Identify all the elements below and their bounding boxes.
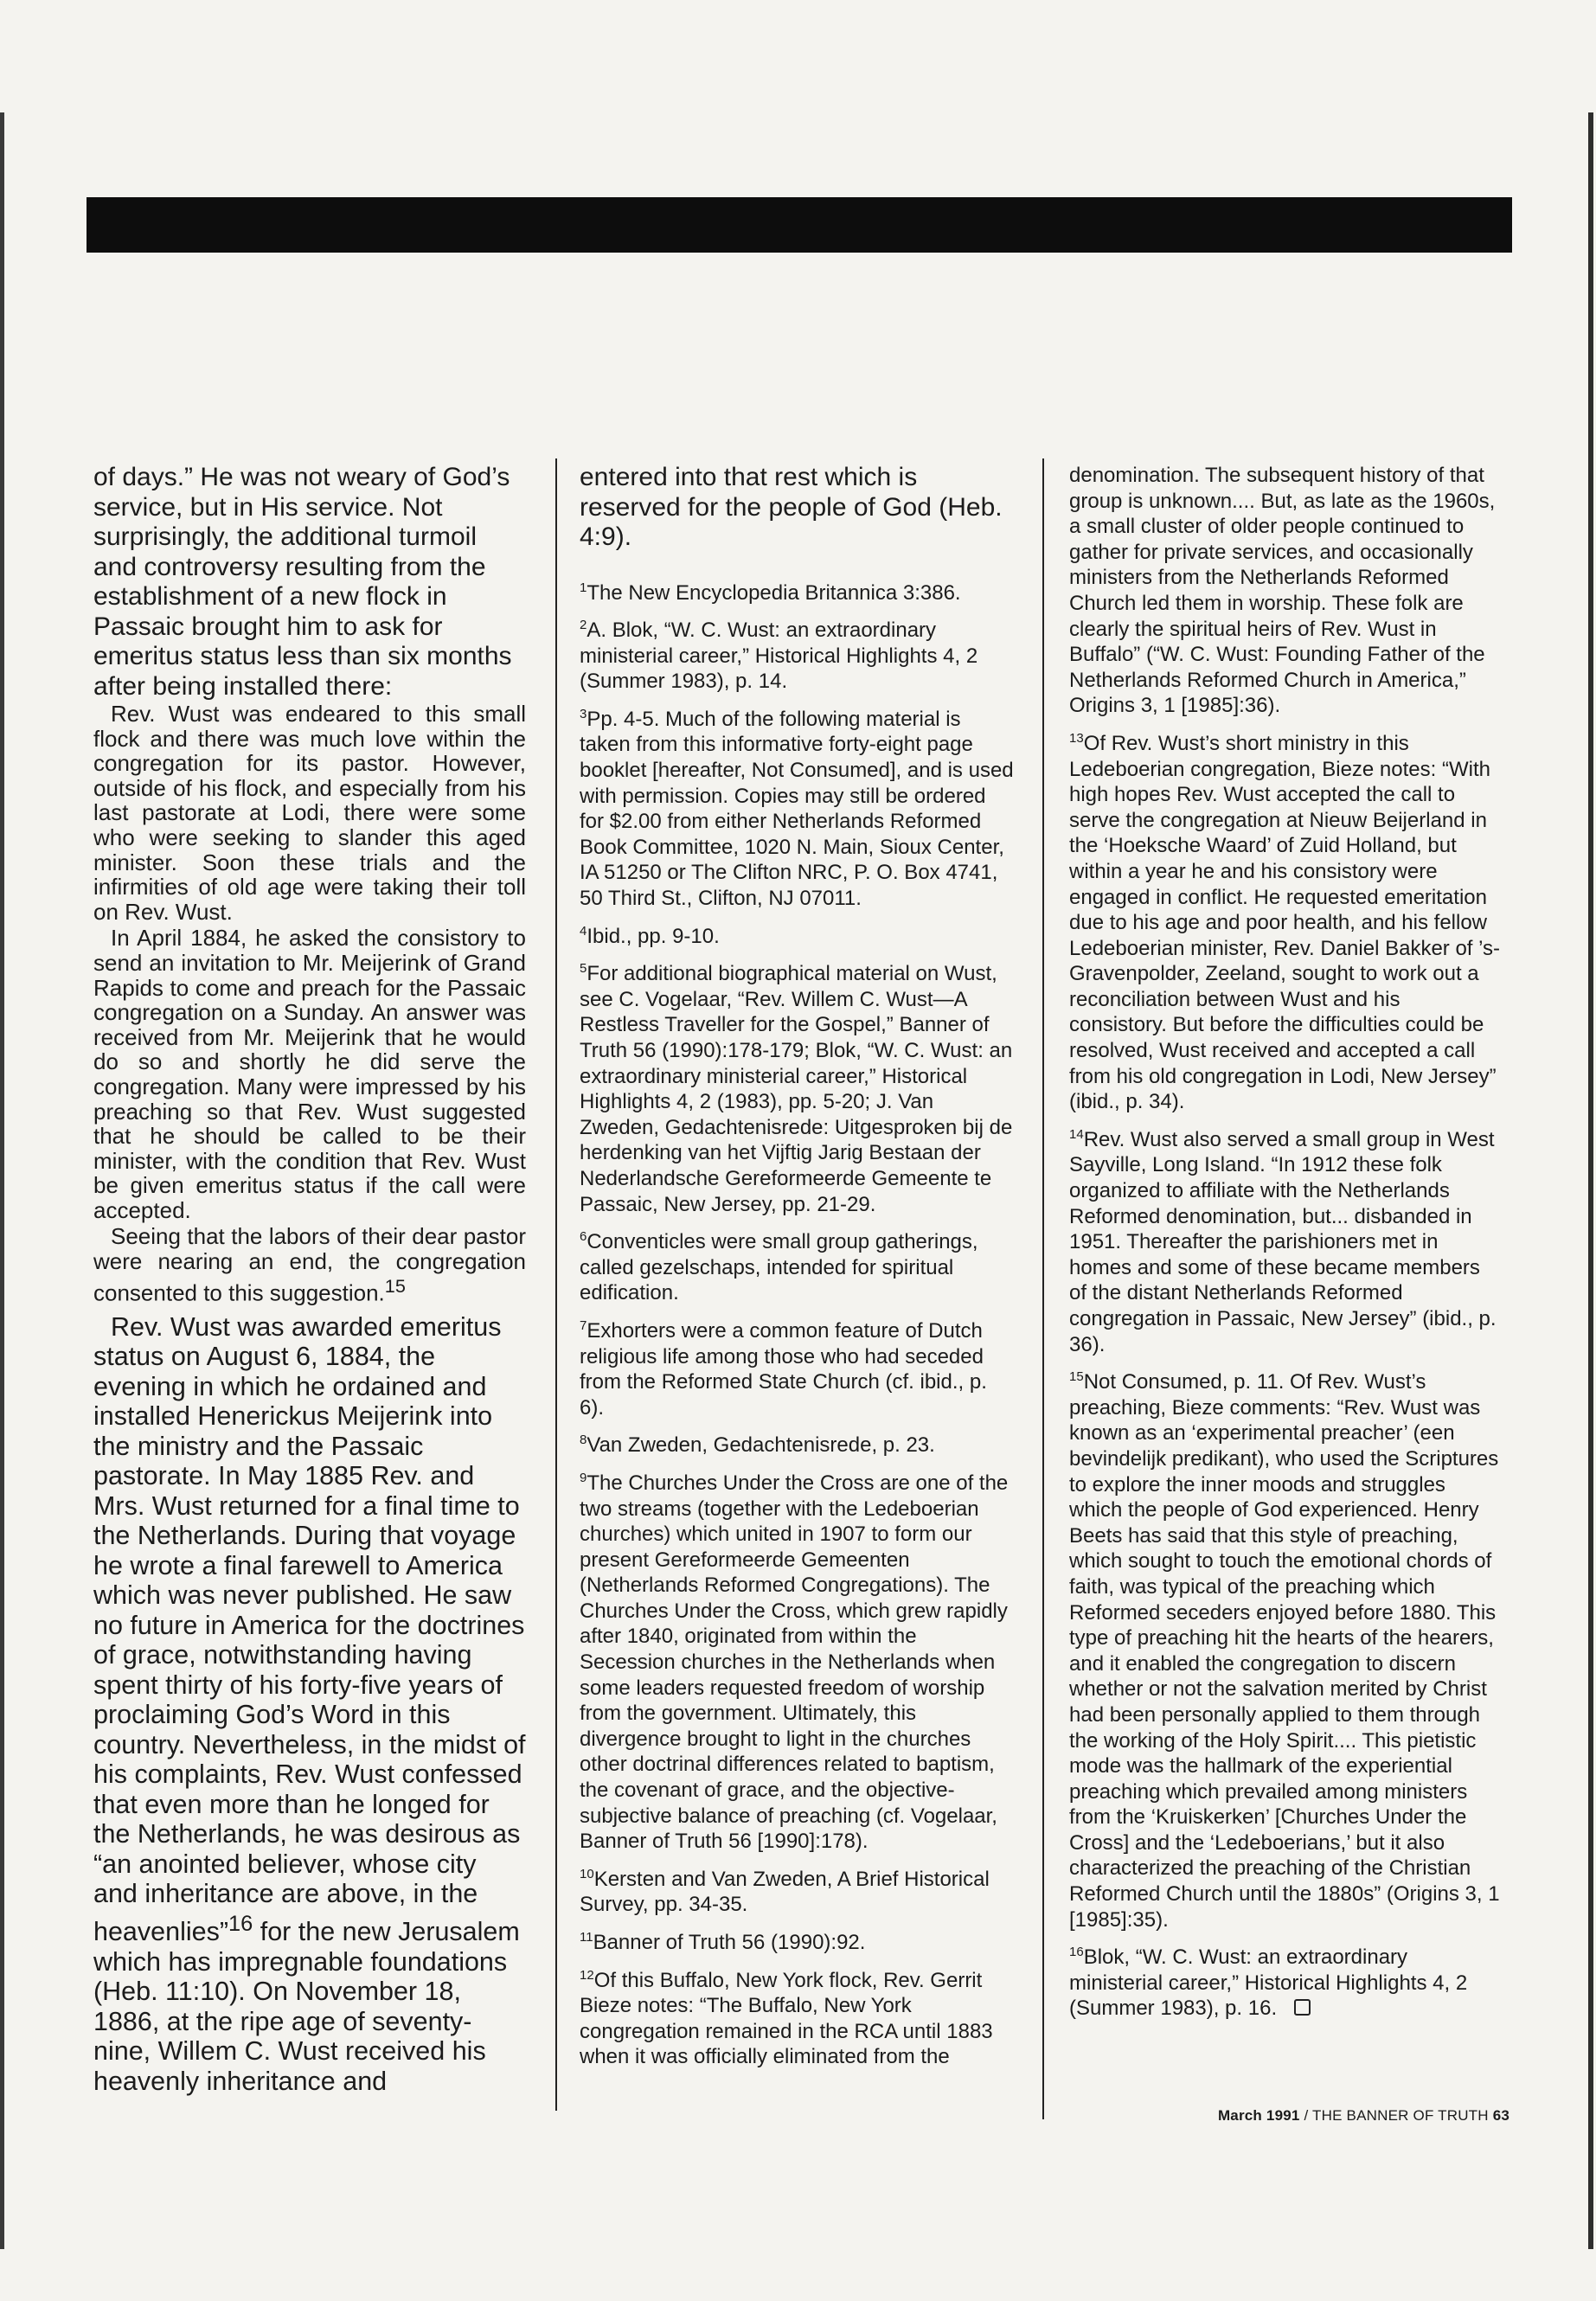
footnote bbox=[580, 1862, 1016, 1918]
footnote bbox=[580, 702, 1016, 912]
column-1 bbox=[93, 463, 526, 2096]
footnote-number: 12 bbox=[580, 1967, 594, 1983]
footnote-text: Of Rev. Wust’s short ministry in this Ledeboerian congregation, Bieze notes: “With high hopes Rev. Wust accepted the call to serve the congregation at Nieuw Beijerland in the ‘Hoeksche Waard’ of Zuid Holland, but within a year he and his consistory were engaged in conflict. He requested emeritation due to his age and poor health, and his fellow Ledeboerian minister, Rev. Daniel Bakker of ’s-Gravenpolder, Zeeland, sought to work out a reconciliation between Wust and his consistory. But before the difficulties could be resolved, Wust received and accepted a call from his old congregation in Lodi, New Jersey” (ibid., p. 34). bbox=[1069, 731, 1501, 1114]
end-of-article-icon bbox=[1294, 1999, 1311, 2016]
column-rule bbox=[555, 458, 557, 2111]
column-1-lead: of days.” He was not weary of God’s service, but in His service. Not surprisingly, the additional turmoil and controversy resulting from the establishment of a new flock in Passaic brought him to ask for emeritus status less than six months after being installed there: bbox=[93, 463, 512, 701]
footnote-text: Pp. 4-5. Much of the following material is taken from this informative forty-eight page booklet [hereafter, Not Consumed], and is used with permission. Copies may still be ordered for $2.00 from either Netherlands Reformed Book Committee, 1020 N. Main, Sioux Center, IA 51250 or The Clifton NRC, P. O. Box 4741, 50 Third St., Clifton, NJ 07011. bbox=[580, 707, 1014, 911]
footnote-number: 5 bbox=[580, 961, 587, 977]
footnote-text: Not Consumed, p. 11. Of Rev. Wust’s preaching, Bieze comments: “Rev. Wust was known as an ‘experimental preacher’ (een bevindelijk predikant), who used the Scriptures to explore the inner moods and struggles which the people of God experienced. Henry Beets has said that this style of preaching, which sought to touch the emotional chords of faith, was typical of the preaching which Reformed seceders enjoyed before 1880. This type of preaching hit the hearts of the hearers, and it enabled the congregation to discern whether or not the salvation merited by Christ had been personally applied to them through the working of the Holy Spirit.... This pietistic mode was the hallmark of the experiential preaching which prevailed among ministers from the ‘Kruiskerken’ [Churches Under the Cross] and the ‘Ledeboerians,’ but it also characterized the preaching of the Christian Reformed Church until the 1880s” (Origins 3, 1 [1985]:35). bbox=[1069, 1370, 1500, 1932]
footnote-text: Conventicles were small group gatherings, called gezelschaps, intended for spiritual edification. bbox=[580, 1230, 978, 1305]
footnote bbox=[580, 1465, 1016, 1855]
footer-page-number: 63 bbox=[1492, 2107, 1509, 2124]
footnote bbox=[580, 612, 1016, 695]
page-footer bbox=[1163, 2107, 1509, 2125]
footnote-continuation: denomination. The subsequent history of that group is unknown.... But, as late as the 1960s, a small cluster of older people continued to gather for private services, and occasionally ministers from the Netherlands Reformed Church led them in worship. These folk are clearly the spiritual heirs of Rev. Wust in Buffalo” (“W. C. Wust: Founding Father of the Netherlands Reformed Church in America,” Origins 3, 1 [1985]:36). bbox=[1069, 464, 1496, 718]
scan-right-edge bbox=[1588, 112, 1593, 2249]
footnote-number: 10 bbox=[580, 1866, 594, 1881]
blockquote-para: Rev. Wust was endeared to this small flock and there was much love within the congregation for its pastor. However, outside of his flock, and especially from his last pastorate at Lodi, there were some who were seeking to slander this aged minister. Soon these trials and the infirmities of old age were taking their toll on Rev. Wust. bbox=[93, 701, 526, 925]
footnote bbox=[580, 919, 1016, 950]
footnote-number: 7 bbox=[580, 1317, 587, 1333]
footnote-number: 4 bbox=[580, 923, 587, 939]
column-1-body bbox=[93, 1312, 526, 2096]
footnote bbox=[1069, 1122, 1502, 1357]
footnote-number: 15 bbox=[1069, 1369, 1084, 1385]
footnote-text: Banner of Truth 56 (1990):92. bbox=[593, 1931, 866, 1954]
footnote bbox=[580, 956, 1016, 1217]
footnote-text: Ibid., pp. 9-10. bbox=[586, 924, 720, 948]
footnote-text: The New Encyclopedia Britannica 3:386. bbox=[586, 580, 961, 605]
footnote-text: Van Zweden, Gedachtenisrede, p. 23. bbox=[586, 1433, 935, 1458]
footnote bbox=[580, 1963, 1016, 2070]
footnote-number: 14 bbox=[1069, 1126, 1084, 1142]
blockquote-last-text: Seeing that the labors of their dear pastor were nearing an end, the congregation consented to this suggestion. bbox=[93, 1223, 526, 1306]
column-2-lead: entered into that rest which is reserved for the people of God (Heb. 4:9). bbox=[580, 463, 1003, 551]
footnote-text: Exhorters were a common feature of Dutch religious life among those who had seceded from the Reformed State Church (cf. ibid., p. 6). bbox=[580, 1318, 987, 1420]
footnote bbox=[1069, 1364, 1502, 1932]
footer-separator: / bbox=[1299, 2107, 1313, 2124]
footnote-number: 13 bbox=[1069, 730, 1084, 746]
footnote-text: A. Blok, “W. C. Wust: an extraordinary ministerial career,” Historical Highlights 4, 2 (Summer 1983), p. 14. bbox=[580, 619, 978, 694]
footnote-text: Blok, “W. C. Wust: an extraordinary ministerial career,” Historical Highlights 4, 2 (Summer 1983), p. 16. bbox=[1069, 1945, 1468, 2021]
footnote bbox=[580, 1925, 1016, 1956]
footnote-ref: 15 bbox=[384, 1274, 406, 1297]
footnote-number: 11 bbox=[580, 1930, 593, 1945]
column-rule bbox=[1042, 458, 1044, 2119]
footnote bbox=[580, 1224, 1016, 1306]
column-3 bbox=[1069, 463, 1502, 2029]
footnote bbox=[580, 1313, 1016, 1420]
footnote-ref: 16 bbox=[228, 1911, 253, 1936]
footer-date: March 1991 bbox=[1217, 2107, 1300, 2124]
footnote-text: Kersten and Van Zweden, A Brief Historical Survey, pp. 34-35. bbox=[580, 1867, 990, 1917]
footnote-text: Of this Buffalo, New York flock, Rev. Gerrit Bieze notes: “The Buffalo, New York congregation remained in the RCA until 1883 when it was officially eliminated from the bbox=[580, 1968, 993, 2069]
footnote bbox=[1069, 1939, 1502, 2022]
scan-left-edge bbox=[0, 112, 4, 2249]
footer-publication-title: THE BANNER OF TRUTH bbox=[1312, 2107, 1489, 2124]
footnote bbox=[580, 1427, 1016, 1458]
footnote-number: 6 bbox=[580, 1229, 587, 1245]
footnote-number: 3 bbox=[580, 706, 587, 721]
body-text-b: for the new Jerusalem which has impregnable foundations (Heb. 11:10). On November 18, 1886, at the ripe age of seventy-nine, Willem C. Wust received his heavenly inheritance and bbox=[93, 1917, 520, 2096]
header-band bbox=[87, 197, 1512, 253]
footnote-text: For additional biographical material on Wust, see C. Vogelaar, “Rev. Willem C. Wust—A Restless Traveller for the Gospel,” Banner of Truth 56 (1990):178-179; Blok, “W. C. Wust: an extraordinary ministerial career,” Historical Highlights 4, 2 (1983), pp. 5-20; J. Van Zweden, Gedachtenisrede: Uitgesproken bij de herdenking van het Vijftig Jarig Bestaan der Nederlandsche Gereformeerde Gemeente te Passaic, New Jersey, pp. 21-29. bbox=[580, 962, 1013, 1216]
footnote bbox=[1069, 726, 1502, 1115]
blockquote-para: In April 1884, he asked the consistory to send an invitation to Mr. Meijerink of Grand Rapids to come and preach for the Passaic congregation on a Sunday. An answer was received from Mr. Meijerink that he would do so and shortly he did serve the congregation. Many were impressed by his preaching so that Rev. Wust suggested that he should be called to be their minister, with the condition that Rev. Wust be given emeritus status if the call were accepted. bbox=[93, 925, 526, 1223]
body-text-a: Rev. Wust was awarded emeritus status on August 6, 1884, the evening in which he ordained and installed Henerickus Meijerink into the ministry and the Passaic pastorate. In May 1885 Rev. and Mrs. Wust returned for a final time to the Netherlands. During that voyage he wrote a final farewell to America which was never published. He saw no future in America for the doctrines of grace, notwithstanding having spent thirty of his forty-five years of proclaiming God’s Word in this country. Nevertheless, in the midst of his complaints, Rev. Wust confessed that even more than he longed for the Netherlands, he was desirous as “an anointed believer, whose city and inheritance are above, in the heavenlies” bbox=[93, 1311, 526, 1947]
footnote-text: The Churches Under the Cross are one of the two streams (together with the Ledeboerian churches) which united in 1907 to form our present Gereformeerde Gemeenten (Netherlands Reformed Congregations). The Churches Under the Cross, which grew rapidly after 1840, originated from within the Secession churches in the Netherlands when some leaders requested freedom of worship from the government. Ultimately, this divergence brought to light in the churches other doctrinal differences related to baptism, the covenant of grace, and the objective-subjective balance of preaching (cf. Vogelaar, Banner of Truth 56 [1990]:178). bbox=[580, 1471, 1009, 1854]
footnote bbox=[580, 575, 1016, 606]
blockquote-last bbox=[93, 1224, 526, 1304]
footnote-number: 1 bbox=[580, 580, 587, 595]
footnote-number: 16 bbox=[1069, 1945, 1084, 1960]
footnote-text: Rev. Wust also served a small group in West Sayville, Long Island. “In 1912 these folk organized to affiliate with the Netherlands Reformed denomination, but... disbanded in 1951. Thereafter the parishioners met in homes and some of these became members of the distant Netherlands Reformed congregation in Passaic, New Jersey” (ibid., p. 36). bbox=[1069, 1127, 1497, 1356]
footnote-number: 8 bbox=[580, 1433, 587, 1448]
column-2 bbox=[580, 463, 1016, 2077]
footnote-number: 9 bbox=[580, 1470, 587, 1485]
footnote-number: 2 bbox=[580, 618, 587, 633]
